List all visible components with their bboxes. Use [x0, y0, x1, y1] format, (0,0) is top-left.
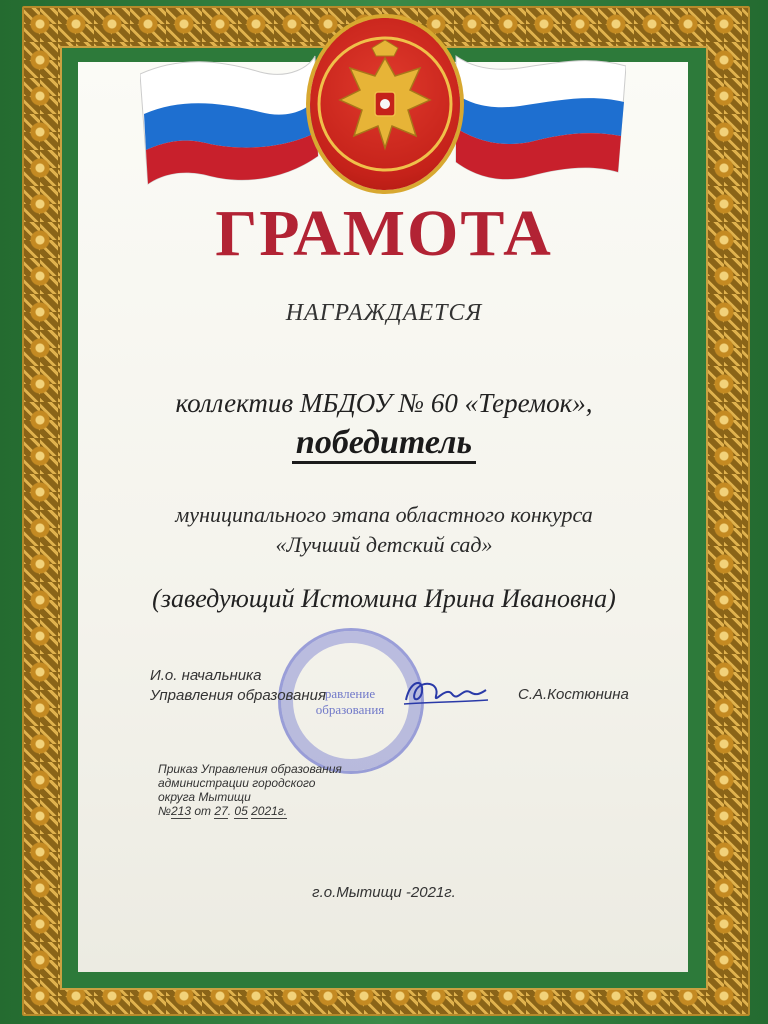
head-name: (заведующий Истомина Ирина Ивановна) — [152, 584, 616, 613]
double-headed-eagle-icon — [310, 18, 460, 190]
order-line-3: округа Мытищи — [158, 790, 251, 804]
stamp-text-line-1: равление — [324, 686, 376, 701]
stamp-text-line-2: образования — [315, 702, 385, 717]
signatory-position-line-2: Управления образования — [150, 687, 327, 704]
order-day: 27 — [214, 804, 228, 818]
order-month: 05 — [234, 804, 248, 818]
handwritten-signature-icon — [400, 672, 490, 712]
recipient-text: коллектив МБДОУ № 60 «Теремок», — [175, 388, 593, 418]
order-line-1: Приказ Управления образования — [158, 762, 342, 776]
contest-line-1: муниципального этапа областного конкурса — [175, 502, 593, 527]
signatory-position-line-1: И.о. начальника — [150, 667, 262, 684]
order-date-prefix: от — [194, 804, 212, 818]
winner-word: победитель — [292, 424, 476, 464]
winner-status — [0, 424, 768, 462]
order-reference — [158, 762, 342, 818]
city-year-footer: г.о.Мытищи -2021г. — [312, 884, 456, 901]
awarded-label: НАГРАЖДАЕТСЯ — [285, 300, 483, 326]
order-number: 213 — [171, 804, 192, 818]
signatory-name: С.А.Костюнина — [518, 686, 629, 703]
order-line-4: №213 от 27. 05 2021г. — [158, 804, 288, 818]
order-year: 2021г. — [251, 804, 288, 818]
order-number-prefix: № — [158, 804, 171, 818]
contest-line-2: «Лучший детский сад» — [275, 532, 493, 557]
coat-of-arms-emblem — [310, 18, 460, 190]
certificate-title: ГРАМОТА — [215, 197, 553, 270]
order-line-2: администрации городского — [158, 776, 316, 790]
signatory-position — [150, 666, 326, 706]
